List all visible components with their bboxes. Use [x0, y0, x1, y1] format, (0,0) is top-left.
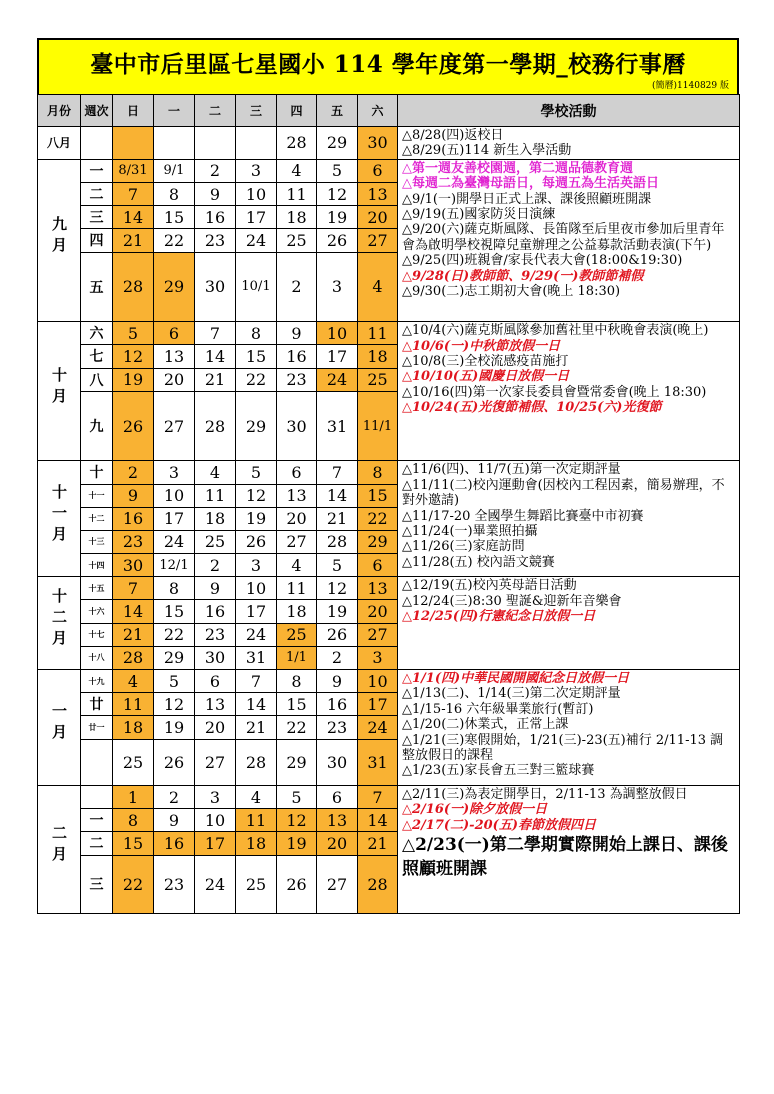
day-cell: 6	[317, 785, 358, 808]
activity-item: △11/6(四)、11/7(五)第一次定期評量	[402, 462, 621, 478]
day-cell: 9	[195, 577, 236, 600]
day-cell: 17	[358, 693, 398, 716]
activity-item: △1/15-16 六年級畢業旅行(暫訂)	[402, 701, 594, 717]
week-number: 一	[81, 809, 113, 832]
day-cell: 10/1	[236, 252, 277, 322]
calendar-document	[37, 38, 739, 914]
day-cell: 23	[195, 229, 236, 252]
day-cell: 23	[113, 530, 154, 553]
month-label-text: 十一月	[50, 483, 68, 547]
week-number: 十四	[81, 554, 113, 577]
week-row	[38, 785, 740, 808]
day-cell: 14	[317, 484, 358, 507]
day-cell: 29	[236, 391, 277, 461]
day-cell: 12	[113, 345, 154, 368]
day-cell: 1/1	[277, 646, 317, 669]
day-cell: 13	[358, 183, 398, 206]
activity-item: △11/24(一)畢業照拍攝	[402, 523, 538, 539]
day-cell: 26	[277, 855, 317, 913]
header-day-sat: 六	[358, 95, 398, 127]
day-cell: 22	[113, 855, 154, 913]
activity-item: △8/29(五)114 新生入學活動	[402, 143, 572, 159]
header-day-fri: 五	[317, 95, 358, 127]
day-cell	[113, 127, 154, 160]
day-cell: 5	[236, 461, 277, 484]
day-cell: 5	[277, 785, 317, 808]
month-label-text: 二月	[50, 824, 68, 867]
day-cell: 4	[277, 554, 317, 577]
day-cell: 10	[195, 809, 236, 832]
activities-cell	[398, 322, 740, 461]
day-cell: 12	[317, 577, 358, 600]
day-cell: 12/1	[154, 554, 195, 577]
day-cell: 14	[195, 345, 236, 368]
header-activities: 學校活動	[398, 95, 740, 127]
day-cell: 4	[236, 785, 277, 808]
day-cell: 18	[358, 345, 398, 368]
day-cell: 2	[195, 554, 236, 577]
day-cell: 11	[277, 183, 317, 206]
day-cell: 9	[113, 484, 154, 507]
week-number: 十八	[81, 646, 113, 669]
activity-item: △1/13(二)、1/14(三)第二次定期評量	[402, 686, 621, 702]
day-cell: 29	[154, 252, 195, 322]
day-cell: 6	[358, 159, 398, 182]
header-month: 月份	[38, 95, 81, 127]
activities-cell	[398, 127, 740, 160]
day-cell: 6	[277, 461, 317, 484]
header-day-sun: 日	[113, 95, 154, 127]
day-cell: 22	[236, 368, 277, 391]
month-label	[38, 577, 81, 670]
activity-item: △9/25(四)班親會/家長代表大會(18:00&19:30)	[402, 253, 683, 269]
day-cell: 20	[317, 832, 358, 855]
activity-item: △第一週友善校園週，第二週品德教育週	[402, 160, 633, 176]
activities-cell	[398, 670, 740, 786]
day-cell: 13	[358, 577, 398, 600]
header-day-mon: 一	[154, 95, 195, 127]
week-number: 三	[81, 206, 113, 229]
day-cell: 28	[277, 127, 317, 160]
calendar-table	[37, 94, 740, 914]
version-label: (簡曆)1140829 版	[652, 81, 729, 91]
day-cell: 22	[358, 507, 398, 530]
week-row	[38, 127, 740, 160]
day-cell: 22	[154, 229, 195, 252]
day-cell: 30	[358, 127, 398, 160]
day-cell: 19	[113, 368, 154, 391]
day-cell: 18	[277, 600, 317, 623]
day-cell: 28	[113, 646, 154, 669]
day-cell: 2	[154, 785, 195, 808]
day-cell: 27	[358, 623, 398, 646]
day-cell: 2	[195, 159, 236, 182]
day-cell: 26	[236, 530, 277, 553]
week-number: 六	[81, 322, 113, 345]
header-row	[38, 95, 740, 127]
day-cell: 26	[317, 229, 358, 252]
day-cell: 23	[277, 368, 317, 391]
day-cell: 8	[154, 577, 195, 600]
day-cell: 26	[317, 623, 358, 646]
week-number: 八	[81, 368, 113, 391]
day-cell: 20	[358, 206, 398, 229]
day-cell: 22	[154, 623, 195, 646]
day-cell: 5	[113, 322, 154, 345]
day-cell: 14	[113, 206, 154, 229]
day-cell: 8	[154, 183, 195, 206]
day-cell: 25	[277, 623, 317, 646]
day-cell: 24	[154, 530, 195, 553]
day-cell: 7	[113, 577, 154, 600]
activity-item: △11/28(五) 校內語文競賽	[402, 554, 555, 570]
day-cell: 20	[358, 600, 398, 623]
day-cell: 26	[113, 391, 154, 461]
day-cell: 12	[277, 809, 317, 832]
day-cell: 27	[277, 530, 317, 553]
week-number: 十	[81, 461, 113, 484]
day-cell: 12	[154, 693, 195, 716]
week-row	[38, 461, 740, 484]
week-row	[38, 670, 740, 693]
day-cell: 18	[195, 507, 236, 530]
day-cell: 13	[195, 693, 236, 716]
day-cell: 31	[317, 391, 358, 461]
day-cell: 8	[113, 809, 154, 832]
activity-item: △12/19(五)校內英母語日活動	[402, 578, 577, 594]
day-cell	[195, 127, 236, 160]
day-cell: 10	[317, 322, 358, 345]
day-cell: 3	[236, 159, 277, 182]
day-cell: 15	[358, 484, 398, 507]
day-cell: 29	[358, 530, 398, 553]
activity-item: △12/24(三)8:30 聖誕&迎新年音樂會	[402, 593, 622, 609]
day-cell: 21	[317, 507, 358, 530]
week-number: 十六	[81, 600, 113, 623]
day-cell: 16	[195, 600, 236, 623]
day-cell: 29	[154, 646, 195, 669]
month-label	[38, 322, 81, 461]
day-cell: 6	[154, 322, 195, 345]
day-cell	[236, 127, 277, 160]
day-cell: 20	[195, 716, 236, 739]
day-cell: 12	[317, 183, 358, 206]
day-cell: 10	[358, 670, 398, 693]
week-number: 廿一	[81, 716, 113, 739]
week-number: 二	[81, 183, 113, 206]
week-row	[38, 577, 740, 600]
day-cell: 19	[236, 507, 277, 530]
day-cell: 17	[236, 206, 277, 229]
week-number: 四	[81, 229, 113, 252]
activity-item: △10/24(五)光復節補假、10/25(六)光復節	[402, 400, 662, 416]
day-cell: 5	[317, 554, 358, 577]
week-number: 十一	[81, 484, 113, 507]
day-cell: 3	[154, 461, 195, 484]
week-number: 十五	[81, 577, 113, 600]
activity-item: △12/25(四)行憲紀念日放假一日	[402, 609, 596, 625]
day-cell: 13	[277, 484, 317, 507]
day-cell: 9	[317, 670, 358, 693]
day-cell: 7	[195, 322, 236, 345]
activity-item: △1/21(三)寒假開始，1/21(三)-23(五)補行 2/11-13 調整放假日的課程	[402, 732, 724, 764]
day-cell: 2	[317, 646, 358, 669]
week-number	[81, 127, 113, 160]
day-cell: 31	[358, 739, 398, 785]
day-cell: 7	[236, 670, 277, 693]
month-label	[38, 461, 81, 577]
activity-item: △2/17(二)-20(五)春節放假四日	[402, 817, 596, 833]
day-cell: 12	[236, 484, 277, 507]
day-cell: 10	[154, 484, 195, 507]
day-cell: 17	[317, 345, 358, 368]
day-cell: 25	[113, 739, 154, 785]
day-cell: 24	[317, 368, 358, 391]
activity-item: △9/19(五)國家防災日演練	[402, 207, 556, 223]
day-cell: 20	[277, 507, 317, 530]
day-cell: 29	[277, 739, 317, 785]
day-cell	[154, 127, 195, 160]
day-cell: 17	[236, 600, 277, 623]
day-cell: 25	[277, 229, 317, 252]
day-cell: 6	[195, 670, 236, 693]
day-cell: 24	[195, 855, 236, 913]
day-cell: 1	[113, 785, 154, 808]
activities-cell	[398, 577, 740, 670]
page-title: 臺中市后里區七星國小 114 學年度第一學期_校務行事曆	[90, 51, 686, 78]
day-cell: 11	[195, 484, 236, 507]
day-cell: 21	[195, 368, 236, 391]
month-label-text: 一月	[50, 702, 68, 745]
day-cell: 4	[358, 252, 398, 322]
week-number: 二	[81, 832, 113, 855]
activity-item: △11/26(三)家庭訪問	[402, 539, 525, 555]
day-cell: 15	[154, 600, 195, 623]
day-cell: 4	[195, 461, 236, 484]
day-cell: 8	[236, 322, 277, 345]
day-cell: 27	[195, 739, 236, 785]
day-cell: 16	[195, 206, 236, 229]
day-cell: 6	[358, 554, 398, 577]
activities-cell	[398, 785, 740, 913]
month-label-text: 八月	[46, 135, 71, 150]
day-cell: 8	[277, 670, 317, 693]
day-cell: 2	[113, 461, 154, 484]
day-cell: 7	[358, 785, 398, 808]
day-cell: 23	[195, 623, 236, 646]
header-week: 週次	[81, 95, 113, 127]
month-label	[38, 670, 81, 786]
activity-item: △9/30(二)志工期初大會(晚上 18:30)	[402, 284, 621, 300]
day-cell: 27	[154, 391, 195, 461]
activity-item: △11/17-20 全國學生舞蹈比賽臺中市初賽	[402, 508, 644, 524]
activity-item: △10/6(一)中秋節放假一日	[402, 338, 561, 354]
day-cell: 21	[113, 623, 154, 646]
day-cell: 9	[154, 809, 195, 832]
day-cell: 28	[317, 530, 358, 553]
day-cell: 18	[277, 206, 317, 229]
week-row	[38, 322, 740, 345]
day-cell: 16	[154, 832, 195, 855]
month-label-text: 十二月	[50, 588, 68, 652]
activity-item: △11/11(二)校內運動會(因校內工程因素，簡易辦理，不對外邀請)	[402, 477, 725, 509]
day-cell: 15	[277, 693, 317, 716]
day-cell: 3	[358, 646, 398, 669]
day-cell: 11	[358, 322, 398, 345]
day-cell: 4	[277, 159, 317, 182]
header-day-thu: 四	[277, 95, 317, 127]
day-cell: 18	[236, 832, 277, 855]
week-row	[38, 159, 740, 182]
week-number: 七	[81, 345, 113, 368]
month-label-text: 十月	[50, 366, 68, 409]
day-cell: 8	[358, 461, 398, 484]
activity-item: △8/28(四)返校日	[402, 128, 504, 143]
day-cell: 8/31	[113, 159, 154, 182]
activities-cell	[398, 461, 740, 577]
week-number: 九	[81, 391, 113, 461]
day-cell: 24	[236, 229, 277, 252]
day-cell: 5	[317, 159, 358, 182]
day-cell: 7	[113, 183, 154, 206]
day-cell: 14	[358, 809, 398, 832]
month-label	[38, 159, 81, 321]
activity-item: △1/1(四)中華民國開國紀念日放假一日	[402, 671, 630, 686]
activity-item: △1/20(二)休業式，正常上課	[402, 717, 569, 733]
day-cell: 14	[236, 693, 277, 716]
day-cell: 11	[236, 809, 277, 832]
day-cell: 16	[277, 345, 317, 368]
month-label	[38, 127, 81, 160]
day-cell: 23	[154, 855, 195, 913]
day-cell: 10	[236, 183, 277, 206]
activity-item: △9/1(一)開學日正式上課、課後照顧班開課	[402, 191, 652, 207]
week-number: 一	[81, 159, 113, 182]
day-cell: 23	[317, 716, 358, 739]
activity-item: △9/28(日)教師節、9/29(一)教師節補假	[402, 268, 644, 284]
day-cell: 20	[154, 368, 195, 391]
activity-item: △10/8(三)全校流感疫苗施打	[402, 353, 569, 369]
activity-item: △10/4(六)薩克斯風隊參加舊社里中秋晚會表演(晚上)	[402, 323, 709, 339]
week-number: 廿	[81, 693, 113, 716]
header-day-tue: 二	[195, 95, 236, 127]
day-cell: 10	[236, 577, 277, 600]
week-number: 十二	[81, 507, 113, 530]
day-cell: 30	[195, 646, 236, 669]
day-cell: 30	[195, 252, 236, 322]
day-cell: 21	[358, 832, 398, 855]
week-number	[81, 739, 113, 785]
activity-item: △每週二為臺灣母語日，每週五為生活英語日	[402, 176, 659, 192]
day-cell: 30	[277, 391, 317, 461]
activity-item: △2/11(三)為表定開學日，2/11-13 為調整放假日	[402, 786, 688, 802]
title-banner	[37, 38, 739, 94]
day-cell: 15	[236, 345, 277, 368]
day-cell: 9	[277, 322, 317, 345]
week-number: 三	[81, 855, 113, 913]
month-label-text: 九月	[50, 215, 68, 258]
day-cell: 27	[317, 855, 358, 913]
day-cell: 16	[317, 693, 358, 716]
week-number: 五	[81, 252, 113, 322]
header-day-wed: 三	[236, 95, 277, 127]
day-cell: 24	[236, 623, 277, 646]
day-cell: 14	[113, 600, 154, 623]
week-number	[81, 785, 113, 808]
activity-item: △9/20(六)薩克斯風隊、長笛隊至后里夜市參加后里青年會為啟明學校視障兒童辦理之公益募款活動表演(下午)	[402, 222, 725, 253]
day-cell: 15	[113, 832, 154, 855]
month-label	[38, 785, 81, 913]
activity-item: △1/23(五)家長會五三對三籃球賽	[402, 763, 595, 779]
day-cell: 11	[113, 693, 154, 716]
day-cell: 27	[358, 229, 398, 252]
day-cell: 3	[236, 554, 277, 577]
activity-item: △10/10(五)國慶日放假一日	[402, 369, 570, 385]
day-cell: 11/1	[358, 391, 398, 461]
day-cell: 29	[317, 127, 358, 160]
day-cell: 19	[317, 600, 358, 623]
day-cell: 19	[154, 716, 195, 739]
day-cell: 25	[358, 368, 398, 391]
activity-item: △2/16(一)除夕放假一日	[402, 802, 548, 818]
day-cell: 3	[195, 785, 236, 808]
day-cell: 25	[236, 855, 277, 913]
week-number: 十九	[81, 670, 113, 693]
day-cell: 13	[317, 809, 358, 832]
day-cell: 13	[154, 345, 195, 368]
activity-item: △10/16(四)第一次家長委員會暨常委會(晚上 18:30)	[402, 384, 707, 400]
day-cell: 19	[317, 206, 358, 229]
week-number: 十三	[81, 530, 113, 553]
day-cell: 7	[317, 461, 358, 484]
day-cell: 31	[236, 646, 277, 669]
day-cell: 19	[277, 832, 317, 855]
day-cell: 22	[277, 716, 317, 739]
day-cell: 28	[236, 739, 277, 785]
day-cell: 24	[358, 716, 398, 739]
day-cell: 26	[154, 739, 195, 785]
day-cell: 11	[277, 577, 317, 600]
day-cell: 30	[317, 739, 358, 785]
day-cell: 9/1	[154, 159, 195, 182]
day-cell: 28	[195, 391, 236, 461]
activities-cell	[398, 159, 740, 321]
day-cell: 21	[113, 229, 154, 252]
day-cell: 17	[195, 832, 236, 855]
day-cell: 17	[154, 507, 195, 530]
day-cell: 9	[195, 183, 236, 206]
day-cell: 18	[113, 716, 154, 739]
day-cell: 28	[358, 855, 398, 913]
week-number: 十七	[81, 623, 113, 646]
day-cell: 30	[113, 554, 154, 577]
day-cell: 25	[195, 530, 236, 553]
day-cell: 4	[113, 670, 154, 693]
day-cell: 28	[113, 252, 154, 322]
day-cell: 3	[317, 252, 358, 322]
day-cell: 16	[113, 507, 154, 530]
activity-item: △2/23(一)第二學期實際開始上課日、課後照顧班開課	[402, 835, 728, 880]
day-cell: 5	[154, 670, 195, 693]
day-cell: 2	[277, 252, 317, 322]
day-cell: 15	[154, 206, 195, 229]
day-cell: 21	[236, 716, 277, 739]
